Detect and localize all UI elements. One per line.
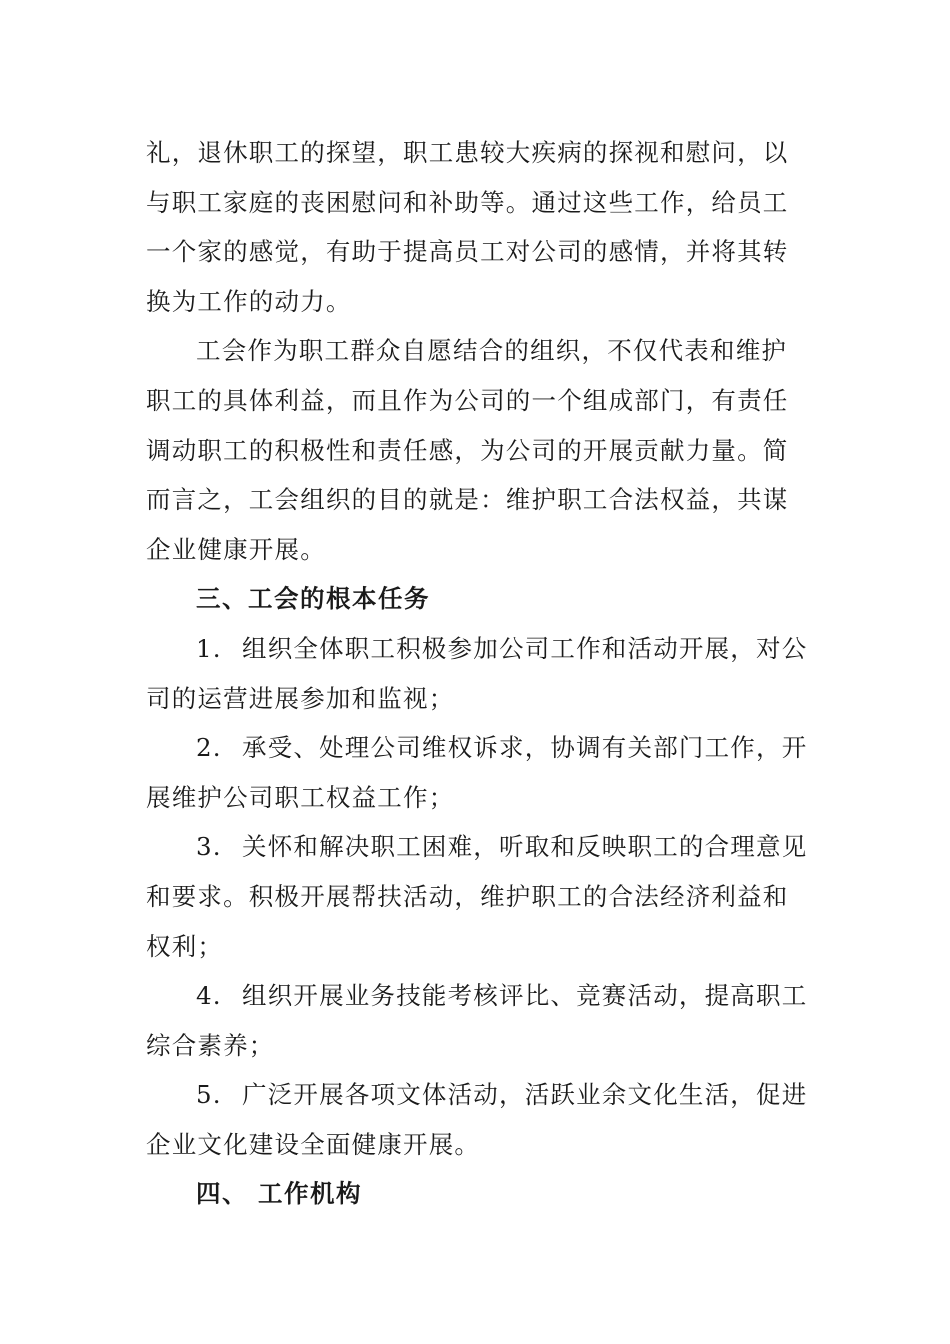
list-item-text: 关怀和解决职工困难，听取和反映职工的合理意见 [242,832,808,862]
document-page [146,128,806,1219]
section-heading: 四、 工作机构 [196,1179,363,1209]
list-item-2-line [146,723,806,773]
paragraph-line: 一个家的感觉，有助于提高员工对公司的感情，并将其转 [146,237,789,267]
list-item-5-line [146,1070,806,1120]
paragraph-line: 调动职工的积极性和责任感，为公司的开展贡献力量。简 [146,435,789,465]
paragraph-line: 与职工家庭的丧困慰问和补助等。通过这些工作，给员工 [146,187,789,217]
list-item-text: 广泛开展各项文体活动，活跃业余文化生活，促进 [242,1080,808,1110]
paragraph-line: 司的运营进展参加和监视； [146,683,455,713]
list-item-3-line [146,822,806,872]
paragraph-line: 展维护公司职工权益工作； [146,782,455,812]
paragraph-line: 综合素养； [146,1030,275,1060]
list-number: 3. [196,832,222,862]
paragraph-line: 换为工作的动力。 [146,286,352,316]
list-number: 5. [196,1080,222,1110]
paragraph-line: 企业文化建设全面健康开展。 [146,1129,481,1159]
section-heading: 三、工会的根本任务 [196,584,430,614]
list-item-1-line [146,624,806,674]
list-item-text: 承受、处理公司维权诉求，协调有关部门工作，开 [242,733,808,763]
list-number: 4. [196,981,222,1011]
list-item-text: 组织开展业务技能考核评比、竞赛活动，提高职工 [242,981,808,1011]
list-number: 2. [196,733,222,763]
paragraph-line: 权利； [146,931,224,961]
paragraph-line: 企业健康开展。 [146,534,326,564]
list-item-text: 组织全体职工积极参加公司工作和活动开展，对公 [242,633,808,663]
list-number: 1. [196,633,222,663]
paragraph-line: 而言之，工会组织的目的就是：维护职工合法权益，共谋 [146,485,789,515]
paragraph-line: 和要求。积极开展帮扶活动，维护职工的合法经济利益和 [146,881,789,911]
paragraph-line: 职工的具体利益，而且作为公司的一个组成部门，有责任 [146,385,789,415]
paragraph-line: 礼，退休职工的探望，职工患较大疾病的探视和慰问，以 [146,138,789,167]
paragraph-line: 工会作为职工群众自愿结合的组织，不仅代表和维护 [196,336,788,366]
list-item-4-line [146,971,806,1021]
